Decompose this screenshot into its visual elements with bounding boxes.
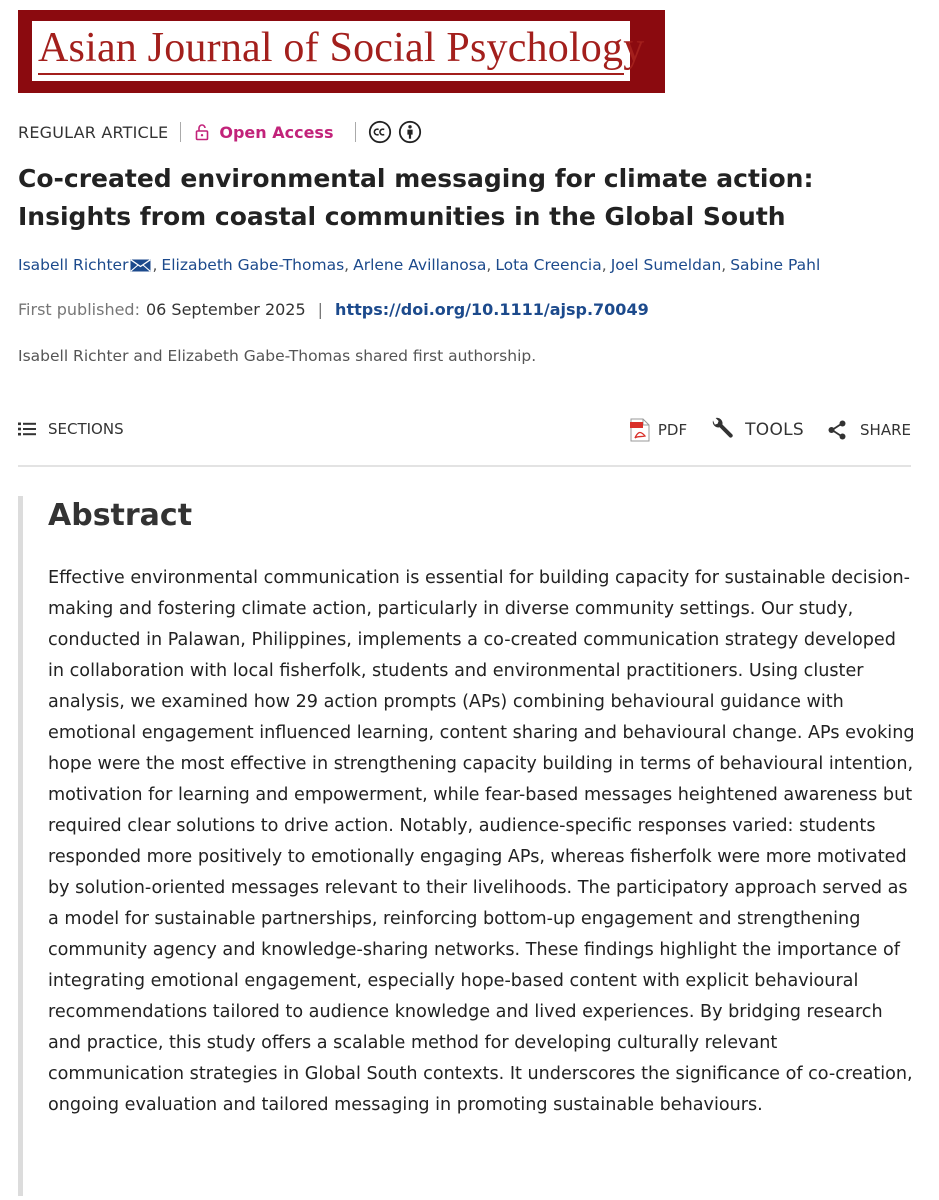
article-meta-row bbox=[18, 120, 428, 144]
pdf-label: PDF bbox=[657, 421, 688, 439]
tools-button[interactable] bbox=[709, 417, 804, 443]
divider bbox=[180, 122, 181, 142]
list-icon bbox=[18, 422, 36, 436]
tools-label: TOOLS bbox=[745, 420, 805, 440]
author-link[interactable]: Elizabeth Gabe-Thomas bbox=[161, 256, 345, 274]
author-separator: , bbox=[486, 256, 492, 274]
sections-label: SECTIONS bbox=[48, 420, 124, 438]
pub-separator: | bbox=[317, 300, 324, 319]
author-link[interactable]: Joel Sumeldan bbox=[610, 256, 722, 274]
abstract-heading: Abstract bbox=[48, 498, 193, 533]
author-separator: , bbox=[152, 256, 158, 274]
abstract-text: Effective environmental communication is essential for building capacity for sustainable decision-making and fostering climate action, particularly in diverse community settings. Our study, conducted in Palawan, Philippines, implements a co-created communication strategy developed in collaboration with local fisherfolk, students and environmental practitioners. Using cluster analysis, we examined how 29 action prompts (APs) combining behavioural guidance with emotional engagement influenced learning, content sharing and behavioural change. APs evoking hope were the most effective in strengthening capacity building in terms of behavioural intention, motivation for learning and empowerment, while fear-based messages heightened awareness but required clear solutions to drive action. Notably, audience-specific responses varied: students responded more positively to emotionally engaging APs, whereas fisherfolk were more motivated by solution-oriented messages relevant to their livelihoods. The participatory approach served as a model for sustainable partnerships, reinforcing bottom-up engagement and strengthening community agency and knowledge-sharing networks. These findings highlight the importance of integrating emotional engagement, especially hope-based content with explicit behavioural recommendations tailored to audience knowledge and lived experiences. By bridging research and practice, this study offers a scalable method for developing culturally relevant communication strategies in Global South contexts. It underscores the significance of co-creation, ongoing evaluation and tailored messaging in promoting sustainable behaviours. bbox=[48, 568, 915, 1115]
divider bbox=[18, 465, 911, 467]
article-type: REGULAR ARTICLE bbox=[18, 122, 169, 142]
pdf-button[interactable] bbox=[630, 418, 687, 442]
author-link[interactable]: Sabine Pahl bbox=[730, 256, 821, 274]
wrench-icon bbox=[709, 417, 735, 443]
creative-commons-icon[interactable] bbox=[368, 120, 392, 144]
journal-banner-inner bbox=[32, 21, 645, 81]
author-separator: , bbox=[601, 256, 607, 274]
author-link[interactable]: Isabell Richter bbox=[18, 256, 129, 274]
share-button[interactable] bbox=[826, 419, 911, 441]
first-published-date: 06 September 2025 bbox=[145, 300, 306, 319]
banner-rule bbox=[38, 73, 624, 75]
publication-info bbox=[18, 300, 649, 319]
envelope-icon[interactable] bbox=[130, 259, 151, 272]
author-link[interactable]: Arlene Avillanosa bbox=[353, 256, 487, 274]
author-separator: , bbox=[721, 256, 727, 274]
author-list bbox=[18, 256, 820, 274]
abstract-section bbox=[18, 496, 915, 1196]
divider bbox=[355, 122, 356, 142]
shared-authorship-note: Isabell Richter and Elizabeth Gabe-Thomas shared first authorship. bbox=[18, 347, 537, 365]
attribution-icon[interactable] bbox=[398, 120, 422, 144]
article-title: Co-created environmental messaging for climate action: Insights from coastal communities in the Global South bbox=[18, 164, 814, 231]
lock-icon bbox=[195, 123, 209, 141]
open-access-badge[interactable]: Open Access bbox=[219, 122, 334, 142]
pdf-icon bbox=[630, 418, 650, 442]
journal-banner[interactable] bbox=[18, 10, 665, 93]
author-separator: , bbox=[344, 256, 350, 274]
article-tools bbox=[608, 417, 911, 443]
author-link[interactable]: Lota Creencia bbox=[495, 256, 602, 274]
first-published-label: First published: bbox=[18, 300, 140, 319]
share-label: SHARE bbox=[860, 421, 911, 439]
share-icon bbox=[826, 419, 848, 441]
sections-button[interactable] bbox=[18, 420, 124, 438]
journal-name: Asian Journal of Social Psychology bbox=[38, 25, 645, 71]
doi-link[interactable]: https://doi.org/10.1111/ajsp.70049 bbox=[335, 300, 649, 319]
